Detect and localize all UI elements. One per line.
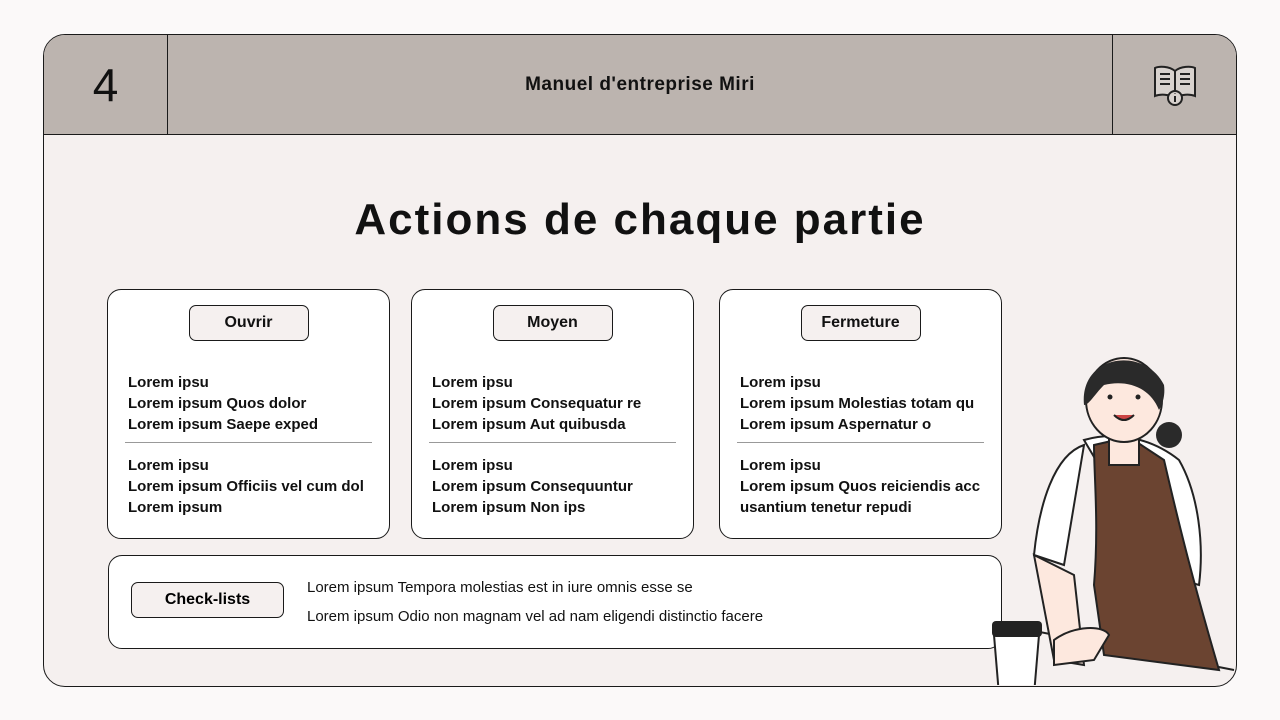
- divider: [125, 442, 372, 443]
- page-heading: Actions de chaque partie: [354, 195, 926, 244]
- list-item: Lorem ipsum Consequuntur: [432, 478, 633, 495]
- list-item: Lorem ipsum Aspernatur o: [740, 416, 932, 433]
- list-item: Lorem ipsu: [740, 374, 821, 391]
- card-label[interactable]: Fermeture: [801, 305, 921, 341]
- card-group-1: [128, 372, 379, 435]
- card-group-1: [432, 372, 683, 435]
- card-group-2: [128, 455, 379, 518]
- book-info-icon[interactable]: [1112, 35, 1236, 135]
- barista-illustration: [944, 325, 1237, 685]
- checklist-line: Lorem ipsum Odio non magnam vel ad nam eligendi distinctio facere: [307, 608, 764, 625]
- list-item: Lorem ipsu: [128, 374, 209, 391]
- header-title: Manuel d'entreprise Miri: [525, 74, 755, 95]
- list-item: Lorem ipsum Officiis vel cum dol: [128, 478, 364, 495]
- list-item: Lorem ipsum Aut quibusda: [432, 416, 626, 433]
- card-label[interactable]: Moyen: [493, 305, 613, 341]
- list-item: Lorem ipsu: [128, 457, 209, 474]
- list-item: Lorem ipsu: [432, 374, 513, 391]
- checklist-panel: [108, 555, 1002, 649]
- card-ouvrir: [107, 289, 390, 539]
- checklist-button[interactable]: Check-lists: [131, 582, 284, 618]
- list-item: Lorem ipsu: [432, 457, 513, 474]
- divider: [429, 442, 676, 443]
- list-item: Lorem ipsum Quos dolor: [128, 395, 307, 412]
- checklist-line: Lorem ipsum Tempora molestias est in iure omnis esse se: [307, 579, 693, 596]
- list-item: Lorem ipsu: [740, 457, 821, 474]
- header: [44, 35, 1236, 135]
- page-number: 4: [44, 35, 168, 135]
- card-moyen: [411, 289, 694, 539]
- list-item: Lorem ipsum Molestias totam qu: [740, 395, 975, 412]
- list-item: usantium tenetur repudi: [740, 499, 912, 516]
- list-item: Lorem ipsum Non ips: [432, 499, 586, 516]
- list-item: Lorem ipsum Consequatur re: [432, 395, 642, 412]
- slide-frame: [43, 34, 1237, 687]
- list-item: Lorem ipsum Quos reiciendis acc: [740, 478, 981, 495]
- card-label[interactable]: Ouvrir: [189, 305, 309, 341]
- list-item: Lorem ipsum: [128, 499, 223, 516]
- list-item: Lorem ipsum Saepe exped: [128, 416, 319, 433]
- card-group-2: [432, 455, 683, 518]
